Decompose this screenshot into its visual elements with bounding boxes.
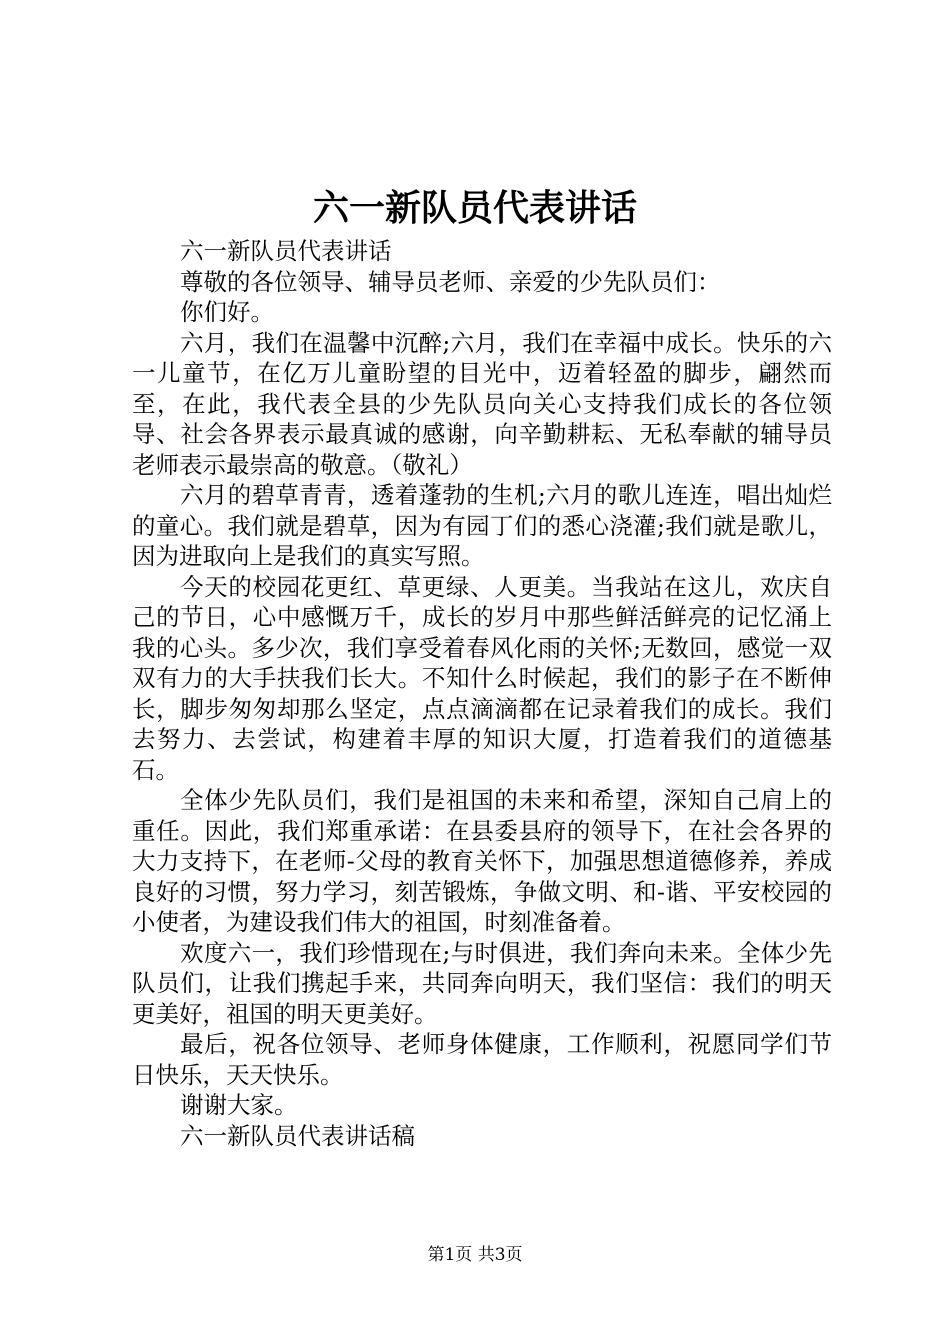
- paragraph-thanks: 谢谢大家。: [180, 1091, 298, 1119]
- paragraph-body: 全体少先队员们，我们是祖国的未来和希望，深知自己肩上的重任。因此，我们郑重承诺：在县委县府的领导下，在社会各界的大力支持下，在老师-父母的教育关怀下，加强思想道德修养，养成良好的习惯，努力学习，刻苦锻炼，争做文明、和-谐、平安校园的小使者，为建设我们伟大的祖国，时刻准备着。: [132, 786, 832, 936]
- paragraph-greeting: 你们好。: [180, 298, 274, 326]
- document-body: [132, 236, 832, 1151]
- document-title: 六一新队员代表讲话: [312, 187, 637, 229]
- paragraph-body: 六月的碧草青青，透着蓬勃的生机;六月的歌儿连连，唱出灿烂的童心。我们就是碧草，因为有园丁们的悉心浇灌;我们就是歌儿，因为进取向上是我们的真实写照。: [132, 481, 832, 570]
- page-number-footer: 第1页 共3页: [427, 1245, 523, 1265]
- paragraph-subtitle: 六一新队员代表讲话: [180, 237, 392, 265]
- paragraph-salutation: 尊敬的各位领导、辅导员老师、亲爱的少先队员们：: [180, 267, 721, 296]
- paragraph-body: 欢度六一，我们珍惜现在;与时俱进，我们奔向未来。全体少先队员们，让我们携起手来，共同奔向明天，我们坚信：我们的明天更美好，祖国的明天更美好。: [132, 938, 832, 1028]
- paragraph-next-title: 六一新队员代表讲话稿: [180, 1121, 415, 1150]
- paragraph-body: 今天的校园花更红、草更绿、人更美。当我站在这儿，欢庆自己的节日，心中感慨万千，成长的岁月中那些鲜活鲜亮的记忆涌上我的心头。多少次，我们享受着春风化雨的关怀;无数回，感觉一双双有力的大手扶我们长大。不知什么时候起，我们的影子在不断伸长，脚步匆匆却那么坚定，点点滴滴都在记录着我们的成长。我们去努力、去尝试，构建着丰厚的知识大厦，打造着我们的道德基石。: [132, 572, 832, 784]
- paragraph-closing: 最后，祝各位领导、老师身体健康，工作顺利，祝愿同学们节日快乐，天天快乐。: [132, 1030, 832, 1089]
- paragraph-body: 六月，我们在温馨中沉醉;六月，我们在幸福中成长。快乐的六一儿童节，在亿万儿童盼望的目光中，迈着轻盈的脚步，翩然而至，在此，我代表全县的少先队员向关心支持我们成长的各位领导、社会各界表示最真诚的感谢，向辛勤耕耘、无私奉献的辅导员老师表示最崇高的敬意。（敬礼）: [132, 328, 832, 479]
